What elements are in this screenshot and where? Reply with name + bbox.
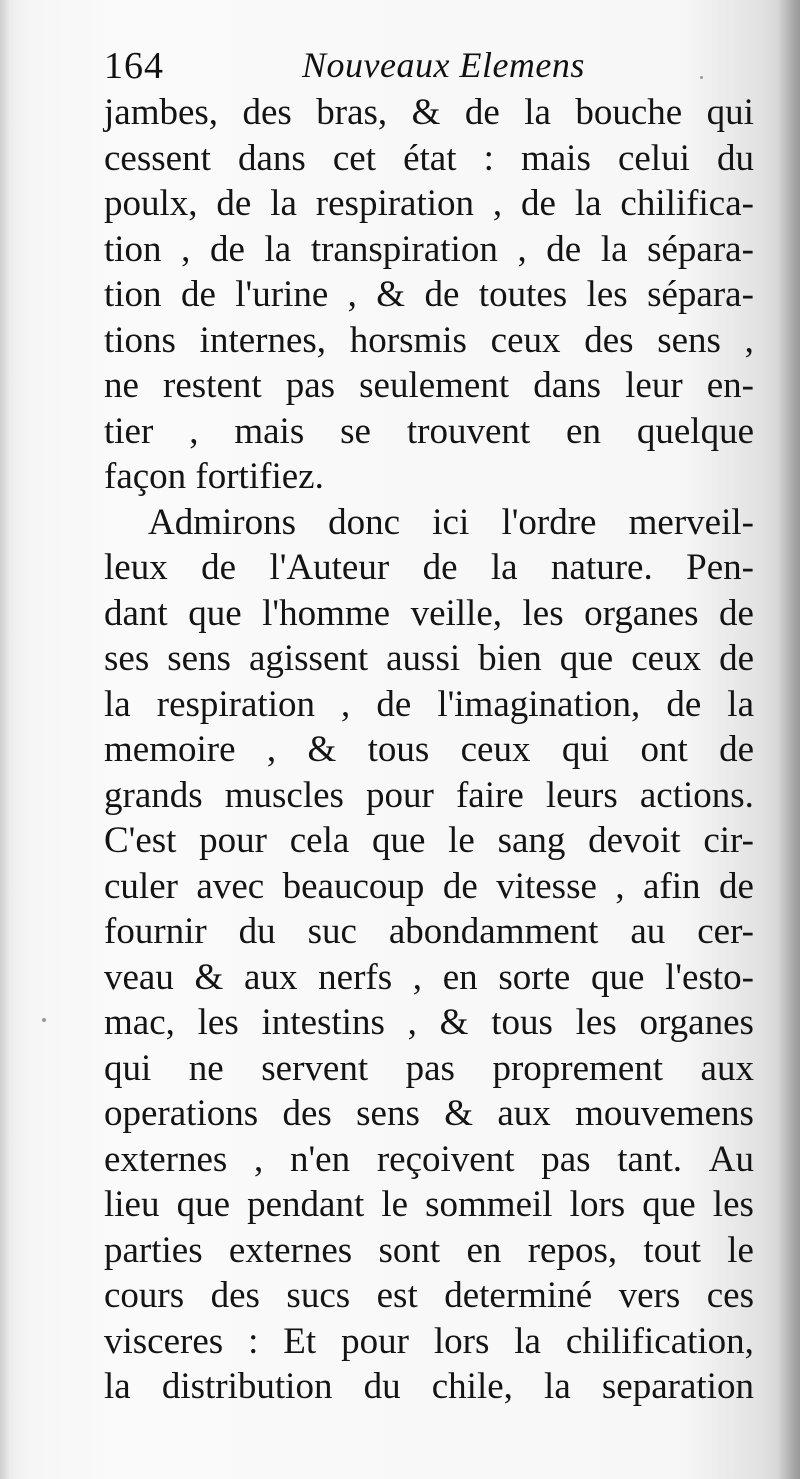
- word: ,: [266, 729, 277, 770]
- word: cours: [104, 1275, 185, 1316]
- running-title: Nouveaux Elemens: [302, 45, 585, 85]
- word: externes: [228, 1229, 353, 1271]
- word: bien: [478, 638, 542, 679]
- word: ,: [189, 410, 199, 452]
- word: mais: [520, 137, 591, 179]
- word: la: [270, 183, 297, 224]
- word: les: [712, 1184, 754, 1225]
- word: culer: [104, 865, 178, 907]
- word: la: [524, 92, 551, 133]
- word: jambes,: [104, 92, 219, 133]
- page-left-shadow: [0, 0, 10, 1479]
- word: l'esto-: [665, 956, 754, 998]
- word: des: [282, 1093, 332, 1134]
- word: les: [522, 592, 564, 634]
- word: de: [666, 683, 702, 725]
- word: pas: [541, 1138, 591, 1180]
- word: l'urine: [235, 274, 329, 315]
- word: vitesse: [496, 865, 597, 907]
- text-line: [104, 1137, 754, 1183]
- word: l'imagination,: [437, 683, 641, 725]
- word: de: [210, 228, 245, 270]
- word: tions: [104, 319, 176, 361]
- paper-speck: [42, 1018, 46, 1022]
- word: parties: [104, 1229, 203, 1271]
- word: Pen-: [686, 547, 754, 588]
- word: quelque: [636, 410, 754, 452]
- word: trouvent: [406, 410, 531, 452]
- word: afin: [643, 865, 701, 907]
- word: tier: [104, 410, 154, 452]
- text-line: [104, 1319, 754, 1365]
- word: actions.: [639, 774, 754, 816]
- word: veau: [104, 956, 174, 998]
- word: suc: [307, 911, 357, 952]
- word: repos,: [527, 1229, 618, 1271]
- word: respiration: [156, 683, 315, 725]
- text-line: [104, 727, 754, 773]
- word: chilification,: [565, 1320, 754, 1362]
- word: dant: [104, 592, 168, 634]
- word: que: [642, 1184, 696, 1225]
- word: que: [371, 820, 426, 861]
- word: proprement: [492, 1047, 664, 1089]
- word: mac,: [104, 1002, 175, 1043]
- word: muscles: [224, 774, 344, 816]
- word: sorte: [498, 956, 571, 998]
- text-line: [104, 591, 754, 637]
- word: pour: [366, 774, 434, 816]
- word: l'Auteur: [269, 547, 390, 588]
- word: restent: [163, 365, 262, 406]
- word: ceux: [460, 729, 531, 770]
- word: des: [584, 319, 634, 361]
- word: de: [201, 547, 237, 588]
- word: cir-: [703, 820, 754, 861]
- word: chile,: [431, 1366, 513, 1407]
- word: aux: [244, 956, 298, 998]
- text-line: [104, 1091, 754, 1137]
- word: ,: [615, 865, 625, 907]
- word: donc: [328, 501, 401, 543]
- word: vers: [618, 1275, 681, 1316]
- word: leur: [625, 365, 683, 406]
- word: &: [444, 1093, 473, 1134]
- page-header: [104, 44, 744, 96]
- word: memoire: [104, 729, 236, 770]
- word: des: [210, 1275, 260, 1316]
- word: la: [574, 183, 602, 224]
- word: de: [719, 638, 754, 679]
- word: aux: [497, 1093, 551, 1134]
- text-line: [104, 955, 754, 1001]
- word: &: [439, 1002, 469, 1043]
- word: leurs: [545, 774, 618, 816]
- word: en-: [706, 365, 754, 406]
- word: ,: [517, 228, 527, 270]
- text-line: [104, 636, 754, 682]
- text-line: [104, 1273, 754, 1319]
- word: seulement: [359, 365, 510, 406]
- word: du: [363, 1366, 401, 1407]
- word: la: [490, 547, 518, 588]
- text-line: [104, 318, 754, 364]
- word: aussi: [386, 638, 461, 679]
- word: ,: [347, 274, 357, 315]
- word: ne: [188, 1047, 224, 1089]
- word: pendant: [247, 1184, 365, 1225]
- word: les: [575, 1002, 617, 1043]
- word: ne: [104, 365, 139, 406]
- word: qui: [706, 92, 754, 133]
- word: veille,: [410, 592, 503, 634]
- word: que: [590, 956, 645, 998]
- word: qui: [561, 729, 610, 770]
- word: pour: [341, 1320, 409, 1362]
- word: la: [727, 683, 754, 725]
- word: de: [719, 592, 754, 634]
- text-line: [104, 1000, 754, 1046]
- word: avec: [196, 865, 265, 907]
- word: la: [264, 228, 292, 270]
- word: le: [727, 1229, 754, 1271]
- word: cet: [332, 137, 376, 179]
- word: sens: [167, 638, 231, 679]
- word: des: [242, 92, 292, 133]
- word: ici: [432, 501, 470, 543]
- word: transpiration: [310, 228, 498, 270]
- word: que: [559, 638, 614, 679]
- word: de: [719, 865, 754, 907]
- word: &: [376, 274, 406, 315]
- word: nerfs: [318, 956, 393, 998]
- word: ses: [104, 638, 150, 679]
- word: la: [514, 1320, 541, 1362]
- word: :: [248, 1320, 259, 1362]
- text-line: [104, 227, 754, 273]
- word: lors: [433, 1320, 490, 1362]
- word: dans: [237, 137, 306, 179]
- word: mouvemens: [575, 1093, 754, 1134]
- word: la: [104, 683, 131, 725]
- word: servent: [261, 1047, 369, 1089]
- text-line: [104, 1364, 754, 1410]
- word: le: [448, 820, 475, 861]
- word: C'est: [104, 820, 177, 861]
- text-line: [104, 1046, 754, 1092]
- word: la: [104, 1366, 131, 1407]
- word: aux: [700, 1047, 754, 1089]
- word: sens: [657, 319, 721, 361]
- word: est: [376, 1275, 418, 1316]
- word: de: [442, 865, 478, 907]
- word: operations: [104, 1093, 259, 1134]
- word: Au: [708, 1138, 754, 1180]
- word: sont: [378, 1229, 441, 1271]
- word: &: [194, 956, 224, 998]
- text-line-paragraph-end: façon fortifiez.: [104, 456, 324, 497]
- word: cela: [289, 820, 350, 861]
- word: devoit: [588, 820, 681, 861]
- word: pour: [199, 820, 267, 861]
- text-line-paragraph-start: [104, 500, 754, 546]
- word: qui: [104, 1047, 152, 1089]
- word: ,: [407, 1002, 417, 1043]
- word: de: [376, 683, 412, 725]
- word: cer-: [697, 911, 754, 952]
- word: tout: [643, 1229, 701, 1271]
- word: faire: [455, 774, 524, 816]
- word: dans: [533, 365, 602, 406]
- text-line: [104, 773, 754, 819]
- word: de: [521, 183, 556, 224]
- word: organes: [639, 1002, 754, 1043]
- word: que: [176, 1184, 231, 1225]
- word: tion: [104, 274, 162, 315]
- word: respiration: [315, 183, 475, 224]
- text-line: [104, 545, 754, 591]
- word: externes: [104, 1138, 228, 1180]
- word: chilifica-: [620, 183, 754, 224]
- word: bras,: [316, 92, 388, 133]
- word: tous: [491, 1002, 553, 1043]
- word: pas: [405, 1047, 455, 1089]
- word: abondamment: [388, 911, 599, 952]
- word: de: [422, 547, 458, 588]
- word: toutes: [478, 274, 568, 315]
- word: distribution: [161, 1366, 333, 1407]
- word: sommeil: [425, 1184, 553, 1225]
- word: mais: [234, 410, 305, 452]
- text-line: [104, 409, 754, 455]
- word: grands: [104, 774, 203, 816]
- word: &: [411, 92, 441, 133]
- word: ceux: [631, 638, 702, 679]
- text-line: [104, 1228, 754, 1274]
- word: agissent: [248, 638, 369, 679]
- word: ,: [254, 1138, 264, 1180]
- word: ,: [492, 183, 503, 224]
- body-text: [104, 90, 754, 1410]
- word: lors: [569, 1184, 626, 1225]
- text-line: [104, 909, 754, 955]
- text-line: [104, 864, 754, 910]
- word: du: [238, 911, 276, 952]
- word: :: [483, 137, 494, 179]
- word: état: [403, 137, 457, 179]
- word: organes: [584, 592, 699, 634]
- word: cessent: [104, 137, 211, 179]
- word: intestins: [261, 1002, 385, 1043]
- word: reçoivent: [376, 1138, 515, 1180]
- text-line: [104, 1182, 754, 1228]
- paper-speck: [700, 76, 703, 79]
- word: sucs: [286, 1275, 351, 1316]
- word: lieu: [104, 1184, 160, 1225]
- word: tous: [367, 729, 430, 770]
- word: en: [466, 1229, 502, 1271]
- word: au: [630, 911, 666, 952]
- word: leux: [104, 547, 168, 588]
- word: de: [424, 274, 460, 315]
- text-line: [104, 363, 754, 409]
- word: de: [216, 183, 252, 224]
- word: les: [586, 274, 628, 315]
- word: de: [464, 92, 500, 133]
- word: en: [566, 410, 601, 452]
- text-line: [104, 272, 754, 318]
- word: bouche: [575, 92, 683, 133]
- word: internes,: [199, 319, 327, 361]
- word: se: [340, 410, 371, 452]
- word: sépara-: [647, 228, 754, 270]
- word: beaucoup: [282, 865, 425, 907]
- word: l'ordre: [501, 501, 597, 543]
- word: la: [544, 1366, 571, 1407]
- word: les: [197, 1002, 239, 1043]
- page-number: 164: [104, 45, 164, 87]
- word: Et: [283, 1320, 317, 1362]
- word: merveil-: [628, 501, 754, 543]
- text-line: [104, 136, 754, 182]
- word: de: [180, 274, 216, 315]
- text-line: [104, 818, 754, 864]
- word: sépara-: [647, 274, 754, 315]
- word: nature.: [551, 547, 653, 588]
- word: ,: [744, 319, 754, 361]
- word: &: [307, 729, 337, 770]
- word: Admirons: [148, 501, 296, 543]
- word: le: [381, 1184, 409, 1225]
- word: sens: [356, 1093, 420, 1134]
- text-line: [104, 90, 754, 136]
- word: ,: [412, 956, 423, 998]
- page-gutter-shadow: [778, 0, 800, 1479]
- word: n'en: [290, 1138, 351, 1180]
- word: ,: [341, 683, 351, 725]
- word: celui: [617, 137, 690, 179]
- word: tion: [104, 228, 162, 270]
- word: ces: [706, 1275, 754, 1316]
- word: la: [600, 228, 628, 270]
- word: pas: [285, 365, 336, 406]
- text-line: [104, 181, 754, 227]
- word: l'homme: [262, 592, 391, 634]
- word: de: [546, 228, 582, 270]
- word: en: [442, 956, 478, 998]
- word: separation: [601, 1366, 754, 1407]
- word: visceres: [104, 1320, 224, 1362]
- word: fournir: [104, 911, 207, 952]
- word: sang: [497, 820, 566, 861]
- word: ont: [640, 729, 688, 770]
- word: poulx,: [104, 183, 198, 224]
- word: de: [719, 729, 754, 770]
- text-line: [104, 682, 754, 728]
- word: determiné: [444, 1275, 593, 1316]
- word: que: [188, 592, 242, 634]
- word: tant.: [617, 1138, 683, 1180]
- word: du: [716, 137, 754, 179]
- word: horsmis: [349, 319, 467, 361]
- word: ,: [181, 228, 191, 270]
- word: ceux: [490, 319, 561, 361]
